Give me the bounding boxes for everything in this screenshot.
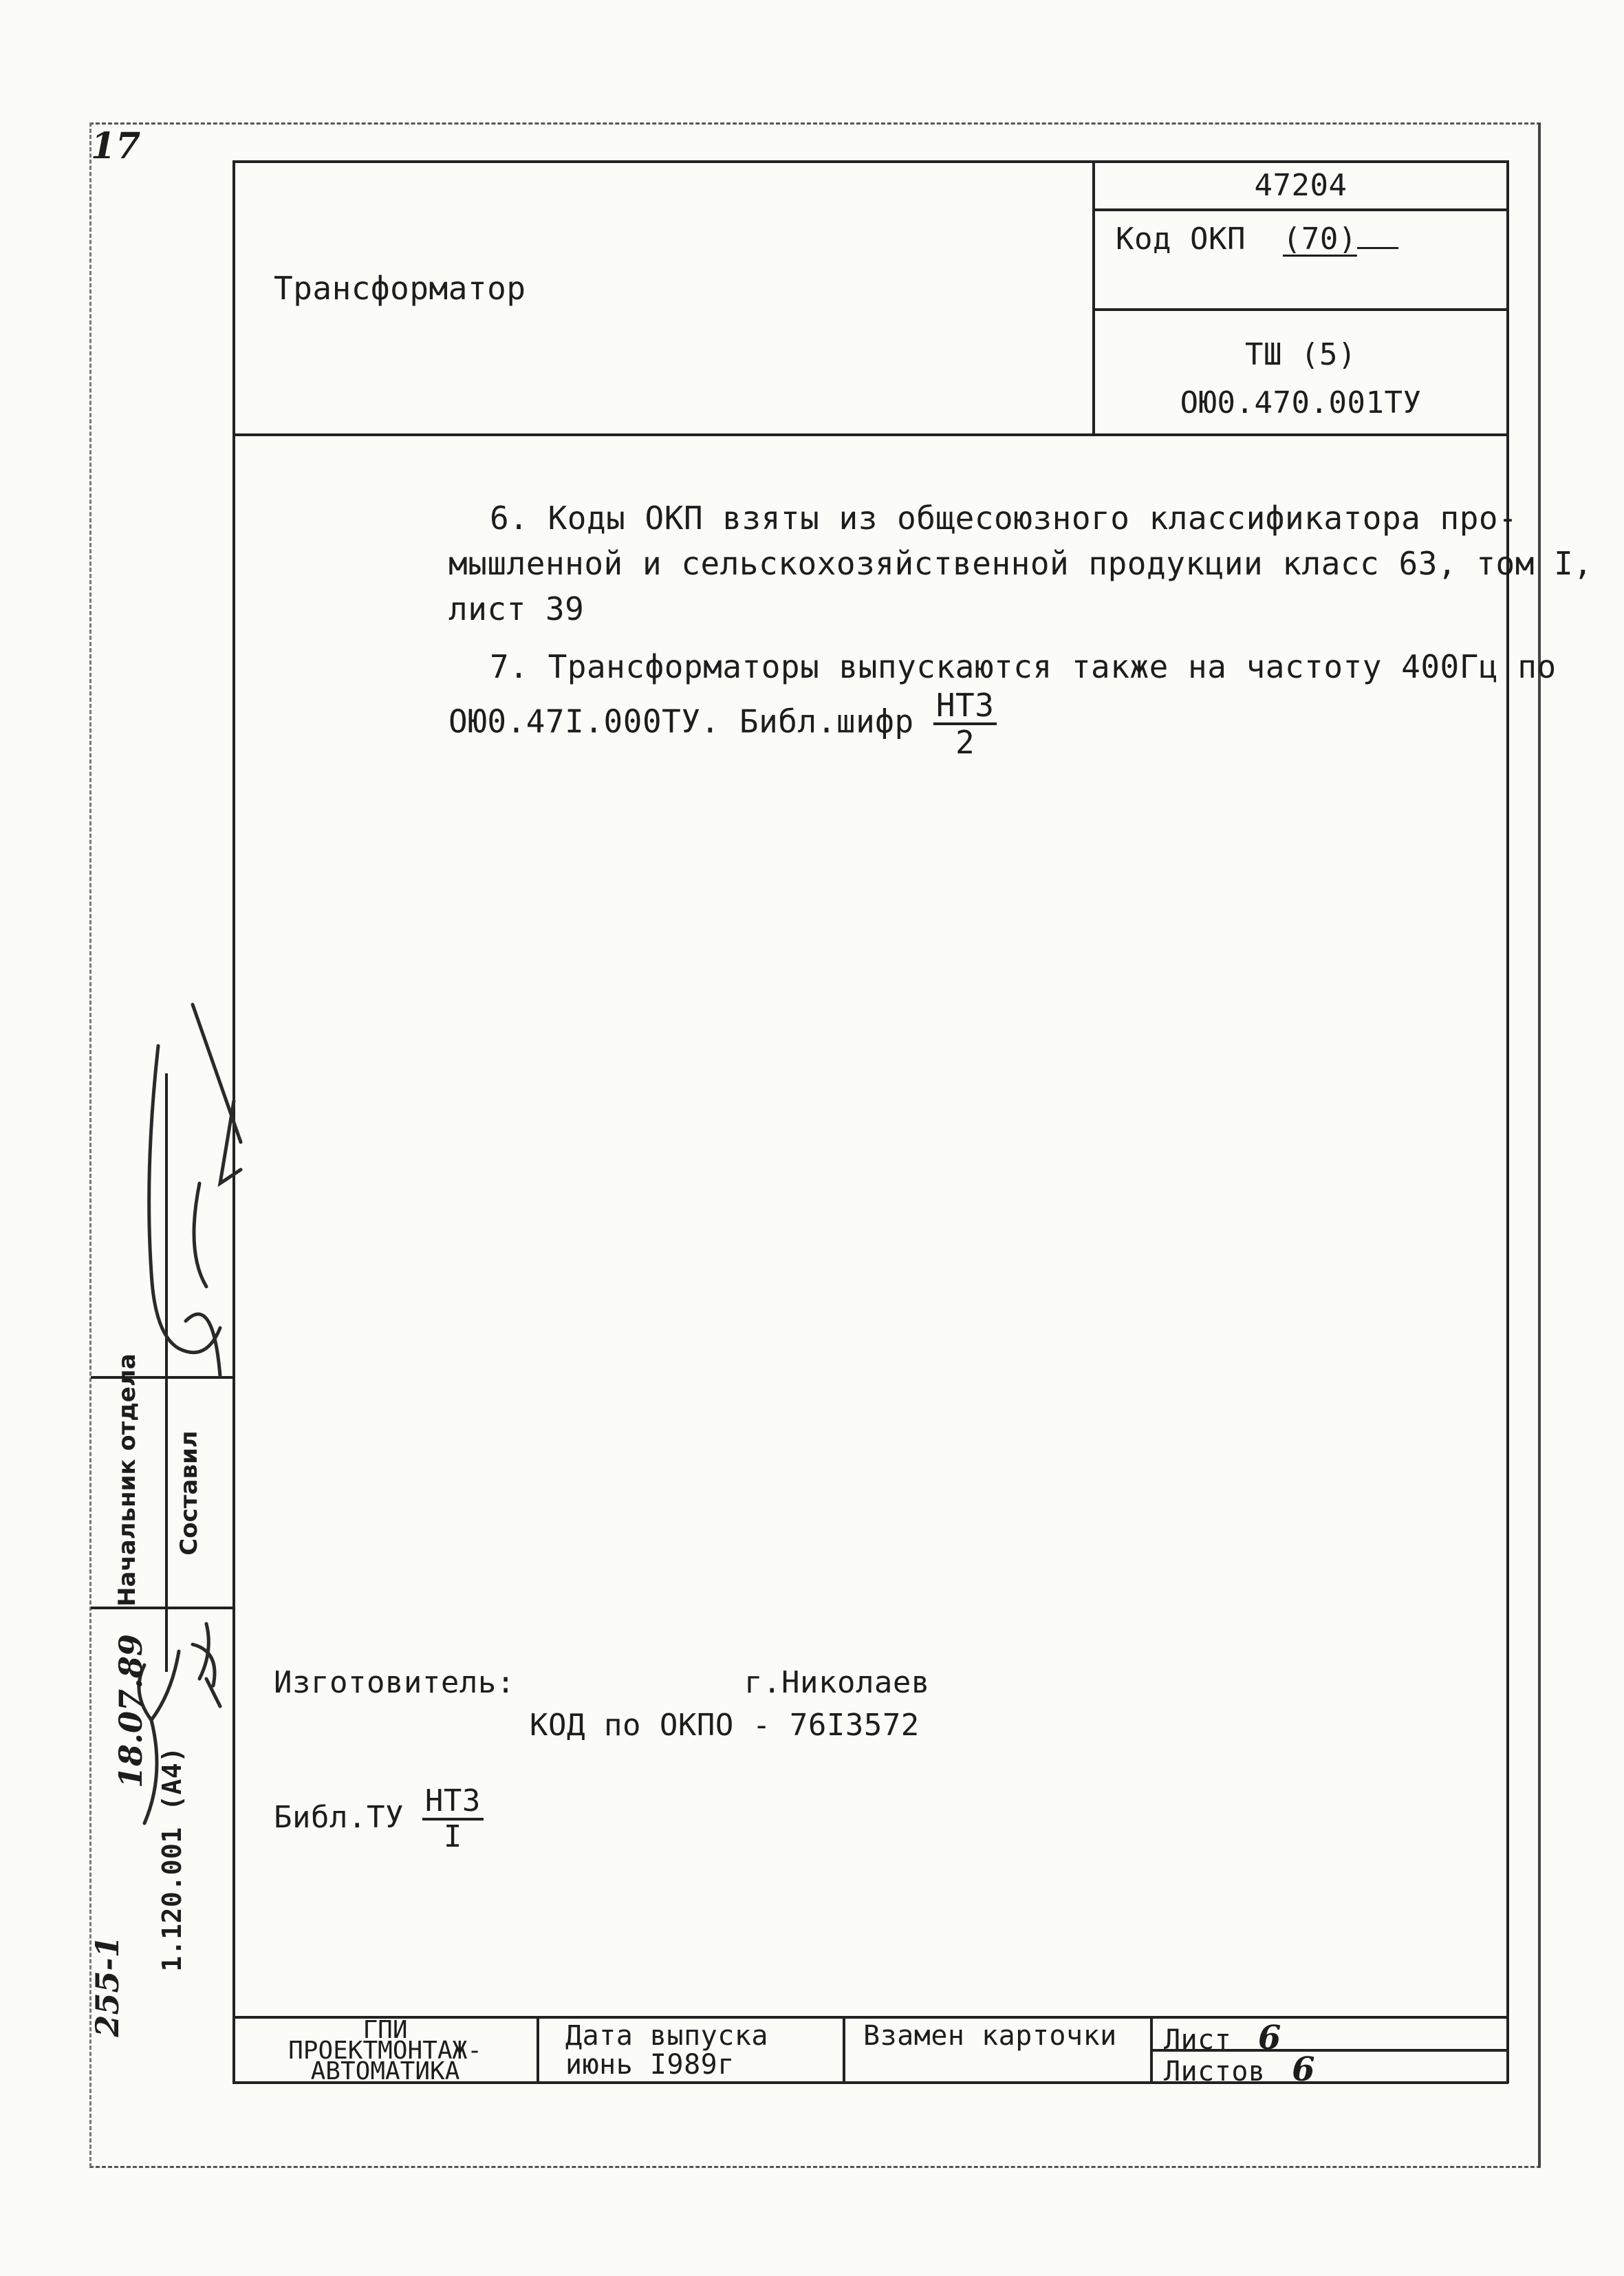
archive-number: 255-1 (89, 1935, 126, 2037)
role-compiled-by: Составил (175, 1430, 203, 1556)
library-code-denominator: 2 (955, 724, 975, 761)
approval-date: 18.07.89 (112, 1633, 149, 1789)
okp-label: Код ОКП (1116, 222, 1246, 257)
sheet-label: Лист (1164, 2024, 1232, 2056)
release-date-label: Дата выпуска (565, 2020, 768, 2052)
header-code-rule-2 (1092, 308, 1508, 311)
release-date-value: июнь I989г (565, 2049, 735, 2081)
okp-code (1116, 222, 1398, 257)
footer-top-rule (232, 2016, 1508, 2019)
outer-border-top (89, 122, 1541, 125)
library-code-numerator: НТЗ (933, 689, 997, 725)
bibl-tu-fraction (422, 1783, 484, 1854)
outer-border-left (89, 122, 91, 2167)
outer-border-right (1538, 122, 1541, 2167)
sheets-label: Листов (1164, 2056, 1266, 2087)
note-7-line-2 (448, 687, 1508, 761)
header-code-rule-1 (1092, 208, 1508, 211)
doc-code-line-2: ОЮ0.470.001ТУ (1180, 385, 1422, 420)
header-divider (232, 433, 1508, 436)
sheets-value: 6 (1292, 2050, 1315, 2089)
note-7 (448, 644, 1557, 761)
bibl-tu-numerator: НТЗ (422, 1786, 484, 1821)
bibl-tu-denominator: I (443, 1819, 462, 1854)
manufacturer-city: г.Николаев (744, 1665, 930, 1700)
library-code-fraction (933, 687, 997, 761)
product-title: Трансформатор (274, 270, 526, 307)
signature-strokes (139, 1005, 241, 1823)
doc-code-line-1: ТШ (5) (1245, 337, 1356, 372)
footer-col-2 (843, 2016, 845, 2083)
code-number: 47204 (1254, 168, 1347, 203)
organization-name (237, 2016, 534, 2085)
outer-border-bottom (89, 2166, 1541, 2168)
bibl-tu (274, 1783, 484, 1854)
okpo-code: КОД по ОКПО - 76I3572 (530, 1708, 920, 1743)
frame-right (1506, 160, 1509, 2083)
note-6: 6. Коды ОКП взяты из общесоюзного классификатора про- мышленной и сельскохозяйственной продукции класс 63, том I, лист 39 (448, 500, 1593, 627)
organization-line-1: ГПИ (362, 2016, 408, 2044)
sheet-count (1164, 2050, 1315, 2089)
manufacturer-label: Изготовитель: (274, 1665, 515, 1700)
form-code: 1.120.001 (А4) (157, 1746, 187, 1972)
corner-page-number: 17 (91, 125, 141, 167)
sheet-value: 6 (1257, 2019, 1281, 2057)
note-7-line-1: 7. Трансформаторы выпускаются также на частоту 400Гц по (490, 648, 1557, 685)
organization-line-2: ПРОЕКТМОНТАЖ- (288, 2037, 482, 2065)
okp-value: (70) (1282, 222, 1357, 257)
role-head-of-department: Начальник отдела (113, 1353, 141, 1607)
replaces-card-label: Взамен карточки (863, 2020, 1117, 2052)
bibl-tu-label: Библ.ТУ (274, 1800, 422, 1835)
frame-top (232, 160, 1508, 163)
organization-line-3: АВТОМАТИКА (310, 2057, 460, 2085)
footer-col-1 (537, 2016, 539, 2083)
note-7-prefix: ОЮ0.47I.000ТУ. Библ.шифр (448, 702, 933, 740)
